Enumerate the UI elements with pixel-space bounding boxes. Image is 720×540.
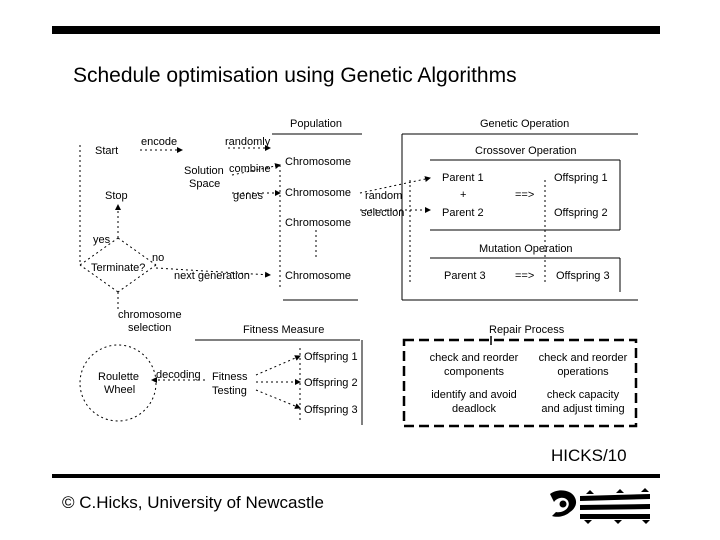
- repair-item-1-line-2: components: [444, 366, 504, 378]
- chromosome-1: Chromosome: [285, 156, 352, 168]
- repair-item-4-line-2: and adjust timing: [541, 403, 625, 415]
- population-title: Population: [290, 118, 342, 130]
- offspring-2: Offspring 2: [554, 207, 608, 219]
- slide-title: Schedule optimisation using Genetic Algorithms: [73, 64, 517, 87]
- fitness-measure-title: Fitness Measure: [243, 324, 325, 336]
- parent-3: Parent 3: [444, 270, 486, 282]
- repair-item-2-line-1: check and reorder: [538, 352, 628, 364]
- repair-item-4-line-1: check capacity: [546, 389, 620, 401]
- chromosome-selection-label-1: chromosome: [118, 309, 182, 321]
- roulette-wheel-circle: [80, 345, 156, 421]
- start-label: Start: [95, 145, 119, 157]
- fitness-testing-label-1: Fitness: [212, 371, 248, 383]
- crossover-arrow: ==>: [515, 189, 535, 201]
- chromosome-4: Chromosome: [285, 270, 352, 282]
- mutation-arrow: ==>: [515, 270, 535, 282]
- wheel-label: Wheel: [104, 384, 136, 396]
- parent-2: Parent 2: [442, 207, 484, 219]
- mutation-title: Mutation Operation: [479, 243, 573, 255]
- plus-sign: +: [460, 189, 467, 201]
- no-label: no: [152, 252, 165, 264]
- solution-label: Solution: [184, 165, 224, 177]
- encode-label: encode: [141, 136, 178, 148]
- crossover-title: Crossover Operation: [475, 145, 577, 157]
- repair-item-3-line-1: identify and avoid: [431, 389, 517, 401]
- footer-copyright: © C.Hicks, University of Newcastle: [62, 493, 324, 512]
- terminate-label: Terminate?: [91, 262, 146, 274]
- newcastle-crest-logo: [546, 486, 656, 526]
- repair-item-2-line-2: operations: [557, 366, 609, 378]
- chromosome-3: Chromosome: [285, 217, 352, 229]
- slide-reference: HICKS/10: [551, 446, 627, 465]
- fitness-offspring-2: Offspring 2: [304, 377, 358, 389]
- fitness-testing-label-2: Testing: [212, 385, 247, 397]
- random-label: random: [365, 190, 403, 202]
- selection-label: selection: [361, 207, 405, 219]
- randomly-label: randomly: [225, 136, 271, 148]
- bottom-rule: [52, 474, 660, 478]
- roulette-label: Roulette: [98, 371, 139, 383]
- space-label: Space: [189, 178, 221, 190]
- repair-item-3-line-2: deadlock: [451, 403, 497, 415]
- offspring-3: Offspring 3: [556, 270, 610, 282]
- parent-1: Parent 1: [442, 172, 484, 184]
- stop-label: Stop: [105, 190, 128, 202]
- chromosome-2: Chromosome: [285, 187, 352, 199]
- decoding-label: decoding: [156, 369, 201, 381]
- combine-label: combine: [229, 163, 271, 175]
- chromosome-selection-label-2: selection: [128, 322, 172, 334]
- offspring-1: Offspring 1: [554, 172, 608, 184]
- fitness-offspring-1: Offspring 1: [304, 351, 358, 363]
- yes-label: yes: [93, 234, 111, 246]
- repair-process-title: Repair Process: [489, 324, 565, 336]
- next-generation-label: next generation: [174, 270, 250, 282]
- genes-label: genes: [233, 190, 263, 202]
- repair-item-1-line-1: check and reorder: [429, 352, 519, 364]
- genetic-operation-title: Genetic Operation: [480, 118, 570, 130]
- fitness-offspring-3: Offspring 3: [304, 404, 358, 416]
